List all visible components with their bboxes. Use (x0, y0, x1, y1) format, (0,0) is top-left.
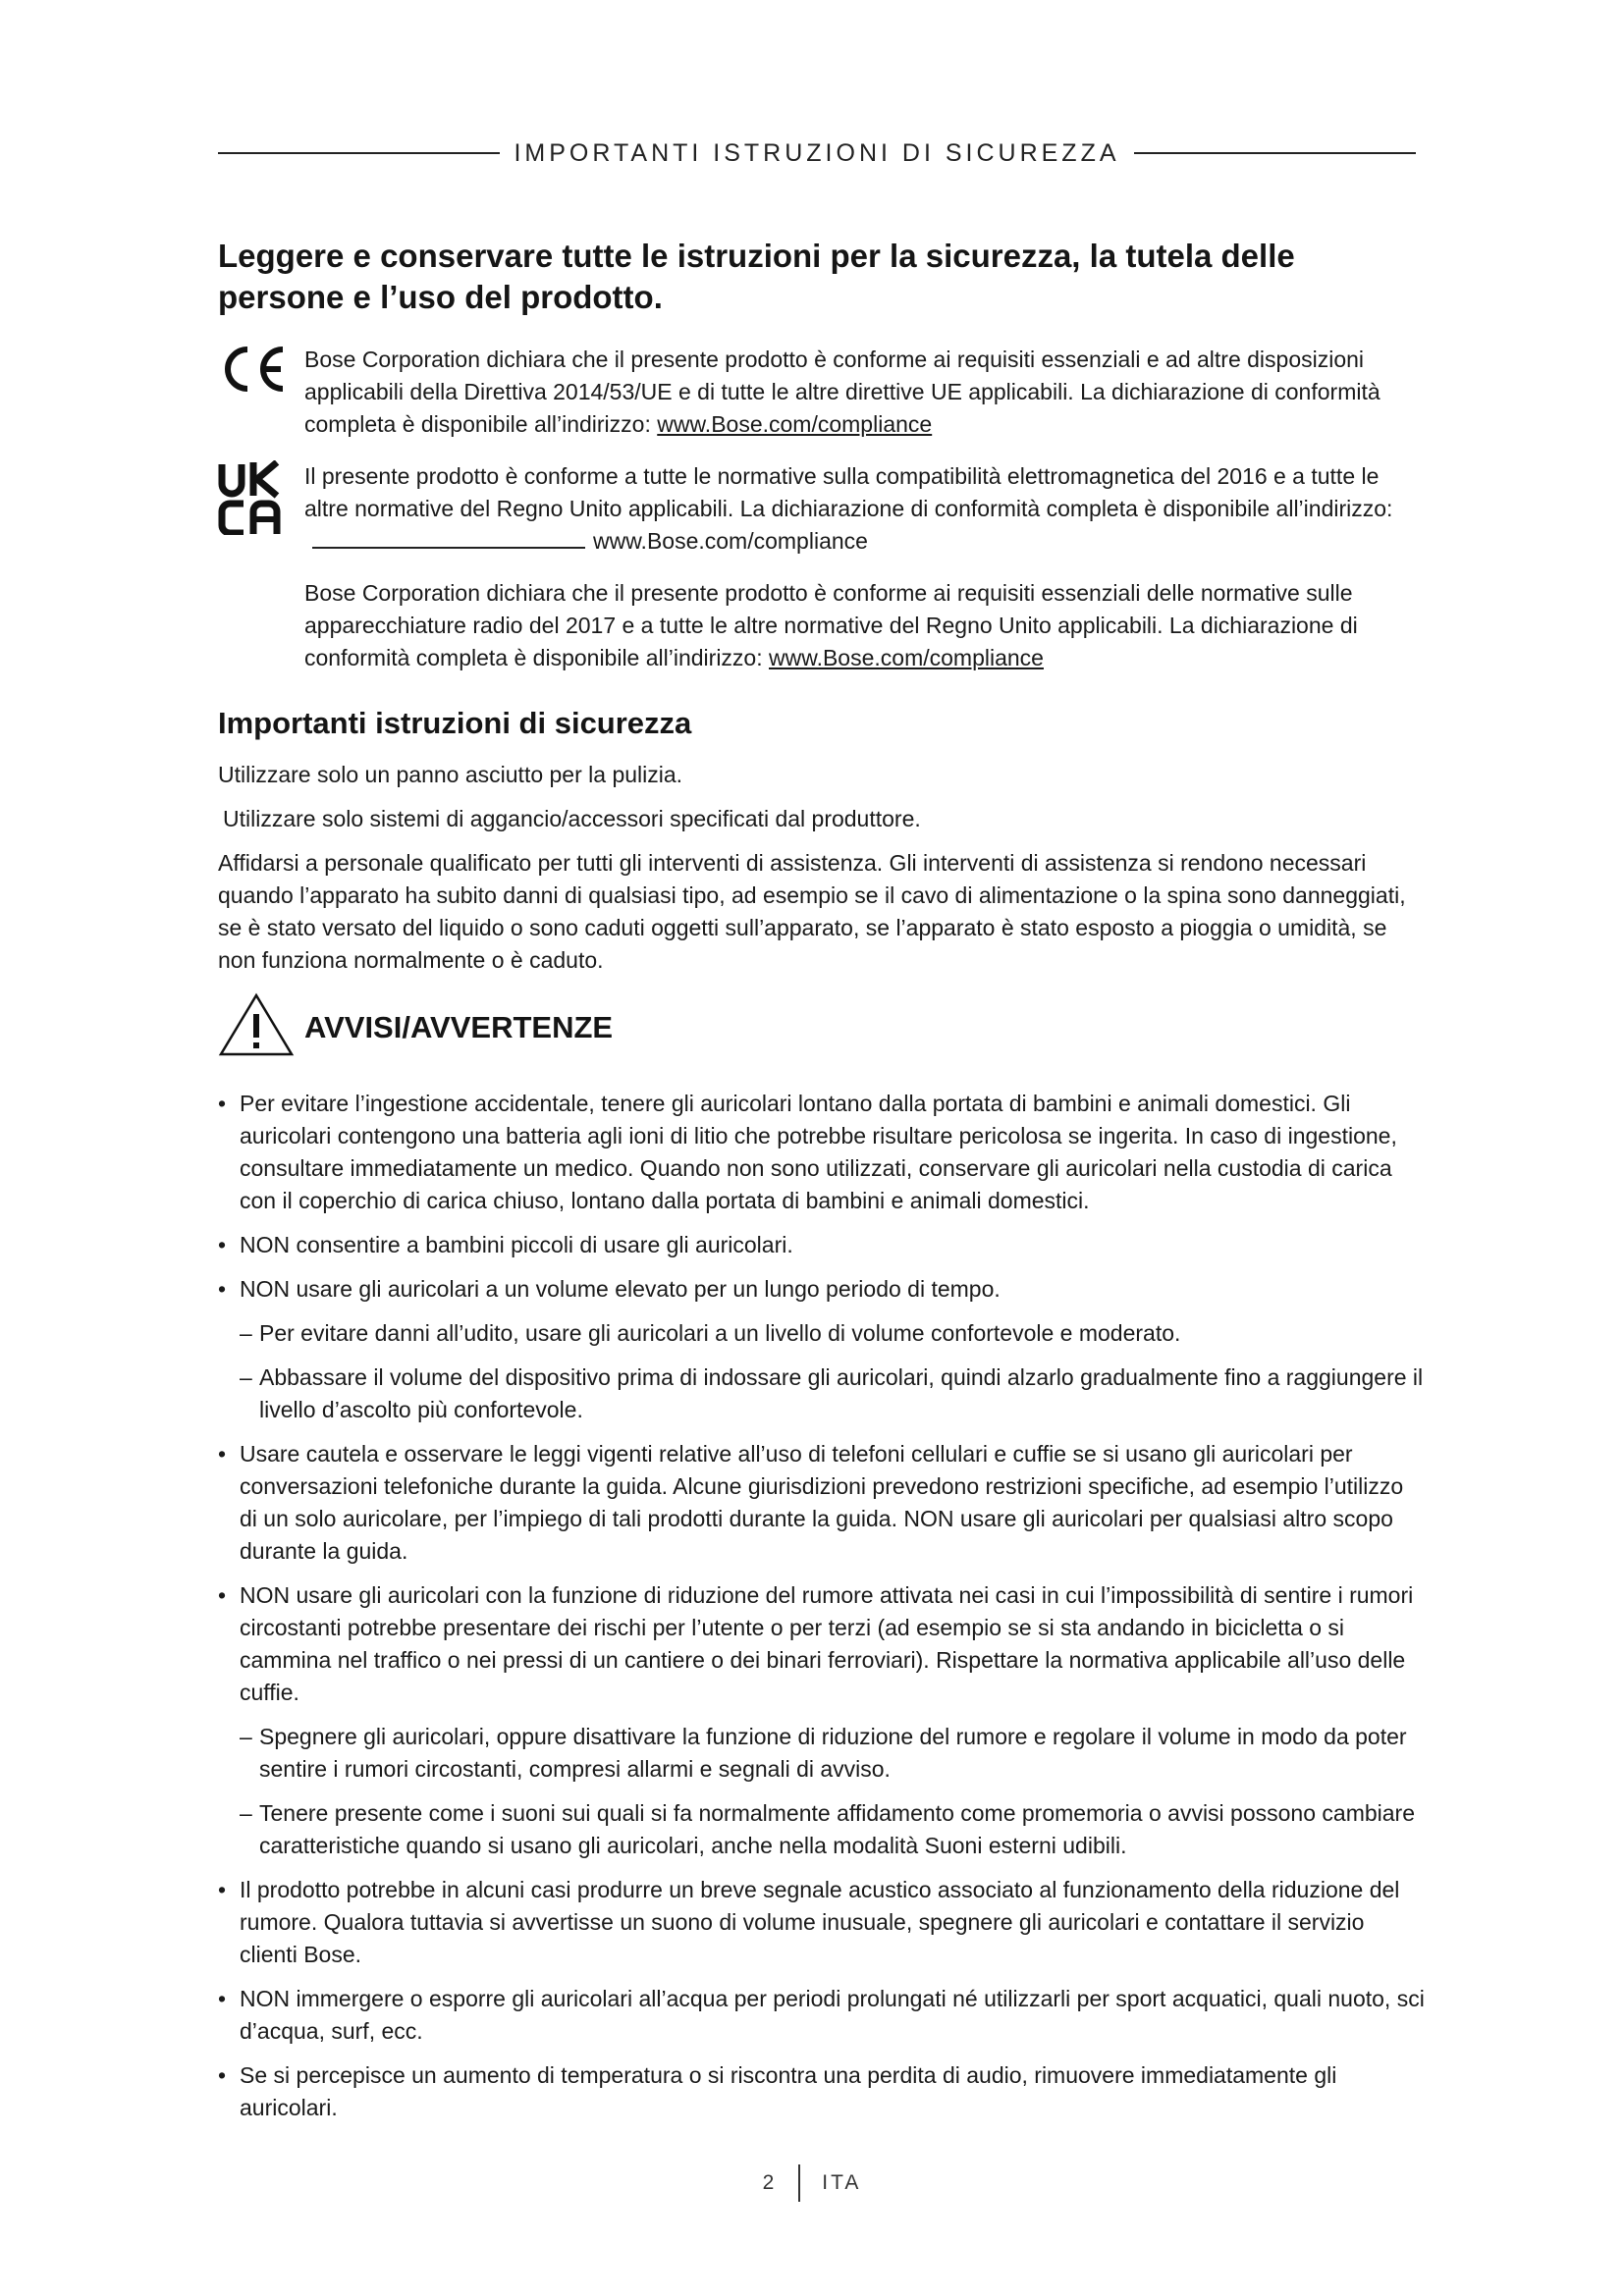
warning-text: NON usare gli auricolari con la funzione di riduzione del rumore attivata nei casi in cui l’impossibilità di sentire i rumori circostanti potrebbe presentare dei rischi per l’utente o per terzi (ad esempio se si sta andando in bicicletta o si cammina nel traffico o nei pressi di un cantiere o dei binari ferroviari). Rispettare la normativa applicabile all’uso delle cuffie. (240, 1582, 1414, 1705)
ukca-text (304, 460, 1426, 558)
page-footer (0, 2164, 1624, 2202)
ukca-compliance-link[interactable]: www.Bose.com/compliance (593, 528, 868, 554)
warning-subitem-hearing: – Per evitare danni all’udito, usare gli auricolari a un livello di volume confortevole e moderato. (240, 1320, 1181, 1346)
warning-item-noise-cancelling: • NON usare gli auricolari con la funzione di riduzione del rumore attivata nei casi in cui l’impossibilità di sentire i rumori circostanti potrebbe presentare dei rischi per l’utente o per terzi (ad esempio se si sta andando in bicicletta o si cammina nel traffico o nei pressi di un cantiere o dei binari ferroviari). Rispettare la normativa applicabile all’uso delle cuffie. (218, 1582, 1414, 1705)
warning-text: Per evitare l’ingestione accidentale, tenere gli auricolari lontano dalla portata di bambini e animali domestici. Gli auricolari contengono una batteria agli ioni di litio che potrebbe risultare pericolosa se ingerita. In caso di ingestione, consultare immediatamente un medico. Quando non sono utilizzati, conservare gli auricolari nella custodia di carica con il coperchio di carica chiuso, lontano dalla portata di bambini e animali domestici. (240, 1091, 1397, 1213)
safety-paragraph-cleaning: Utilizzare solo un panno asciutto per la pulizia. (218, 762, 683, 787)
intro-heading: Leggere e conservare tutte le istruzioni per la sicurezza, la tutela delle persone e l’uso del prodotto. (218, 238, 1295, 315)
ukca-mark-icon (218, 460, 304, 540)
warnings-title: AVVISI/AVVERTENZE (304, 1009, 614, 1044)
warning-subitem-lower-volume: – Abbassare il volume del dispositivo prima di indossare gli auricolari, quindi alzarlo gradualmente fino a raggiungere il livello d’ascolto più confortevole. (240, 1364, 1424, 1422)
warning-item-driving: • Usare cautela e osservare le leggi vigenti relative all’uso di telefoni cellulari e cuffie se si usano gli auricolari per conversazioni telefoniche durante la guida. Alcune giurisdizioni prevedono restrizioni specifiche, ad esempio l’utilizzo di un solo auricolare, per l’impiego di tali prodotti durante la guida. NON usare gli auricolari per qualsiasi altro scopo durante la guida. (218, 1441, 1404, 1564)
warning-text: Usare cautela e osservare le leggi vigenti relative all’uso di telefoni cellulari e cuffie se si usano gli auricolari per conversazioni telefoniche durante la guida. Alcune giurisdizioni prevedono restrizioni specifiche, ad esempio l’utilizzo di un solo auricolare, per l’impiego di tali prodotti durante la guida. NON usare gli auricolari per qualsiasi altro scopo durante la guida. (240, 1441, 1404, 1564)
address-blank-line (312, 525, 585, 549)
warnings-header (218, 992, 1426, 1062)
safety-heading: Importanti istruzioni di sicurezza (218, 706, 692, 740)
ce-statement: Bose Corporation dichiara che il presente prodotto è conforme ai requisiti essenziali e ad altre disposizioni applicabili della Direttiva 2014/53/UE e di tutte le altre direttive UE applicabili. La dichiarazione di conformità completa è disponibile all’indirizzo: (304, 347, 1380, 437)
warning-text: NON usare gli auricolari a un volume elevato per un lungo periodo di tempo. (240, 1276, 1001, 1302)
ce-text (304, 344, 1426, 441)
warning-item-water: • NON immergere o esporre gli auricolari all’acqua per periodi prolungati né utilizzarli per sport acquatici, quali nuoto, sci d’acqua, surf, ecc. (218, 1986, 1425, 2044)
warning-triangle-icon (218, 992, 295, 1062)
header-rule-left (218, 152, 500, 154)
warning-item-volume: • NON usare gli auricolari a un volume elevato per un lungo periodo di tempo. (218, 1276, 1001, 1302)
warning-text: Se si percepisce un aumento di temperatura o si riscontra una perdita di audio, rimuovere immediatamente gli auricolari. (240, 2062, 1337, 2120)
ukca-statement: Il presente prodotto è conforme a tutte le normative sulla compatibilità elettromagnetica del 2016 e a tutte le altre normative del Regno Unito applicabili. La dichiarazione di conformità completa è disponibile all’indirizzo: (304, 463, 1393, 521)
ce-declaration (218, 344, 1426, 441)
warning-subitem-turn-off: – Spegnere gli auricolari, oppure disattivare la funzione di riduzione del rumore e regolare il volume in modo da poter sentire i rumori circostanti, compresi allarmi e segnali di avviso. (240, 1724, 1407, 1782)
warning-text: NON consentire a bambini piccoli di usare gli auricolari. (240, 1232, 793, 1257)
ukca-radio-compliance-link[interactable]: www.Bose.com/compliance (769, 645, 1044, 670)
ce-compliance-link[interactable]: www.Bose.com/compliance (657, 411, 933, 437)
header-rule-right (1134, 152, 1416, 154)
warning-text: Il prodotto potrebbe in alcuni casi produrre un breve segnale acustico associato al funzionamento della riduzione del rumore. Qualora tuttavia si avvertisse un suono di volume inusuale, spegnere gli auricolari e contattare il servizio clienti Bose. (240, 1877, 1400, 1967)
page-header (218, 133, 1416, 173)
safety-paragraph-accessories: Utilizzare solo sistemi di aggancio/accessori specificati dal produttore. (223, 806, 921, 831)
warning-subtext: Spegnere gli auricolari, oppure disattivare la funzione di riduzione del rumore e regolare il volume in modo da poter sentire i rumori circostanti, compresi allarmi e segnali di avviso. (259, 1724, 1407, 1782)
warning-item-beep: • Il prodotto potrebbe in alcuni casi produrre un breve segnale acustico associato al funzionamento della riduzione del rumore. Qualora tuttavia si avvertisse un suono di volume inusuale, spegnere gli auricolari e contattare il servizio clienti Bose. (218, 1877, 1400, 1967)
warning-subtext: Abbassare il volume del dispositivo prima di indossare gli auricolari, quindi alzarlo gradualmente fino a raggiungere il livello d’ascolto più confortevole. (259, 1364, 1424, 1422)
ukca-declaration (218, 460, 1426, 558)
warning-item-temperature: • Se si percepisce un aumento di temperatura o si riscontra una perdita di audio, rimuovere immediatamente gli auricolari. (218, 2062, 1337, 2120)
footer-separator (798, 2164, 800, 2202)
warnings-list (218, 1088, 1426, 2124)
ce-mark-icon (218, 344, 304, 400)
warning-item-children: • NON consentire a bambini piccoli di usare gli auricolari. (218, 1232, 793, 1257)
page-number: 2 (762, 2171, 778, 2194)
language-code: ITA (822, 2171, 862, 2194)
warning-item-ingestion: • Per evitare l’ingestione accidentale, tenere gli auricolari lontano dalla portata di bambini e animali domestici. Gli auricolari contengono una batteria agli ioni di litio che potrebbe risultare pericolosa se ingerita. In caso di ingestione, consultare immediatamente un medico. Quando non sono utilizzati, conservare gli auricolari nella custodia di carica con il coperchio di carica chiuso, lontano dalla portata di bambini e animali domestici. (218, 1091, 1397, 1213)
safety-paragraph-service: Affidarsi a personale qualificato per tutti gli interventi di assistenza. Gli interventi di assistenza si rendono necessari quando l’apparato ha subito danni di qualsiasi tipo, ad esempio se il cavo di alimentazione o la spina sono danneggiati, se è stato versato del liquido o sono caduti oggetti sull’apparato, se l’apparato è stato esposto a pioggia o umidità, se non funziona normalmente o è caduto. (218, 850, 1406, 973)
warning-subitem-sounds: – Tenere presente come i suoni sui quali si fa normalmente affidamento come promemoria o avvisi possono cambiare caratteristiche quando si usano gli auricolari, anche nella modalità Suoni esterni udibili. (240, 1800, 1415, 1858)
ukca-radio-declaration (304, 577, 1426, 674)
header-title: IMPORTANTI ISTRUZIONI DI SICUREZZA (514, 138, 1120, 167)
page-content (218, 236, 1426, 2136)
warning-text: NON immergere o esporre gli auricolari all’acqua per periodi prolungati né utilizzarli per sport acquatici, quali nuoto, sci d’acqua, surf, ecc. (240, 1986, 1425, 2044)
warning-subtext: Tenere presente come i suoni sui quali si fa normalmente affidamento come promemoria o avvisi possono cambiare caratteristiche quando si usano gli auricolari, anche nella modalità Suoni esterni udibili. (259, 1800, 1415, 1858)
warning-subtext: Per evitare danni all’udito, usare gli auricolari a un livello di volume confortevole e moderato. (259, 1320, 1181, 1346)
ukca-radio-statement: Bose Corporation dichiara che il presente prodotto è conforme ai requisiti essenziali delle normative sulle apparecchiature radio del 2017 e a tutte le altre normative del Regno Unito applicabili. La dichiarazione di conformità completa è disponibile all’indirizzo: (304, 580, 1358, 670)
